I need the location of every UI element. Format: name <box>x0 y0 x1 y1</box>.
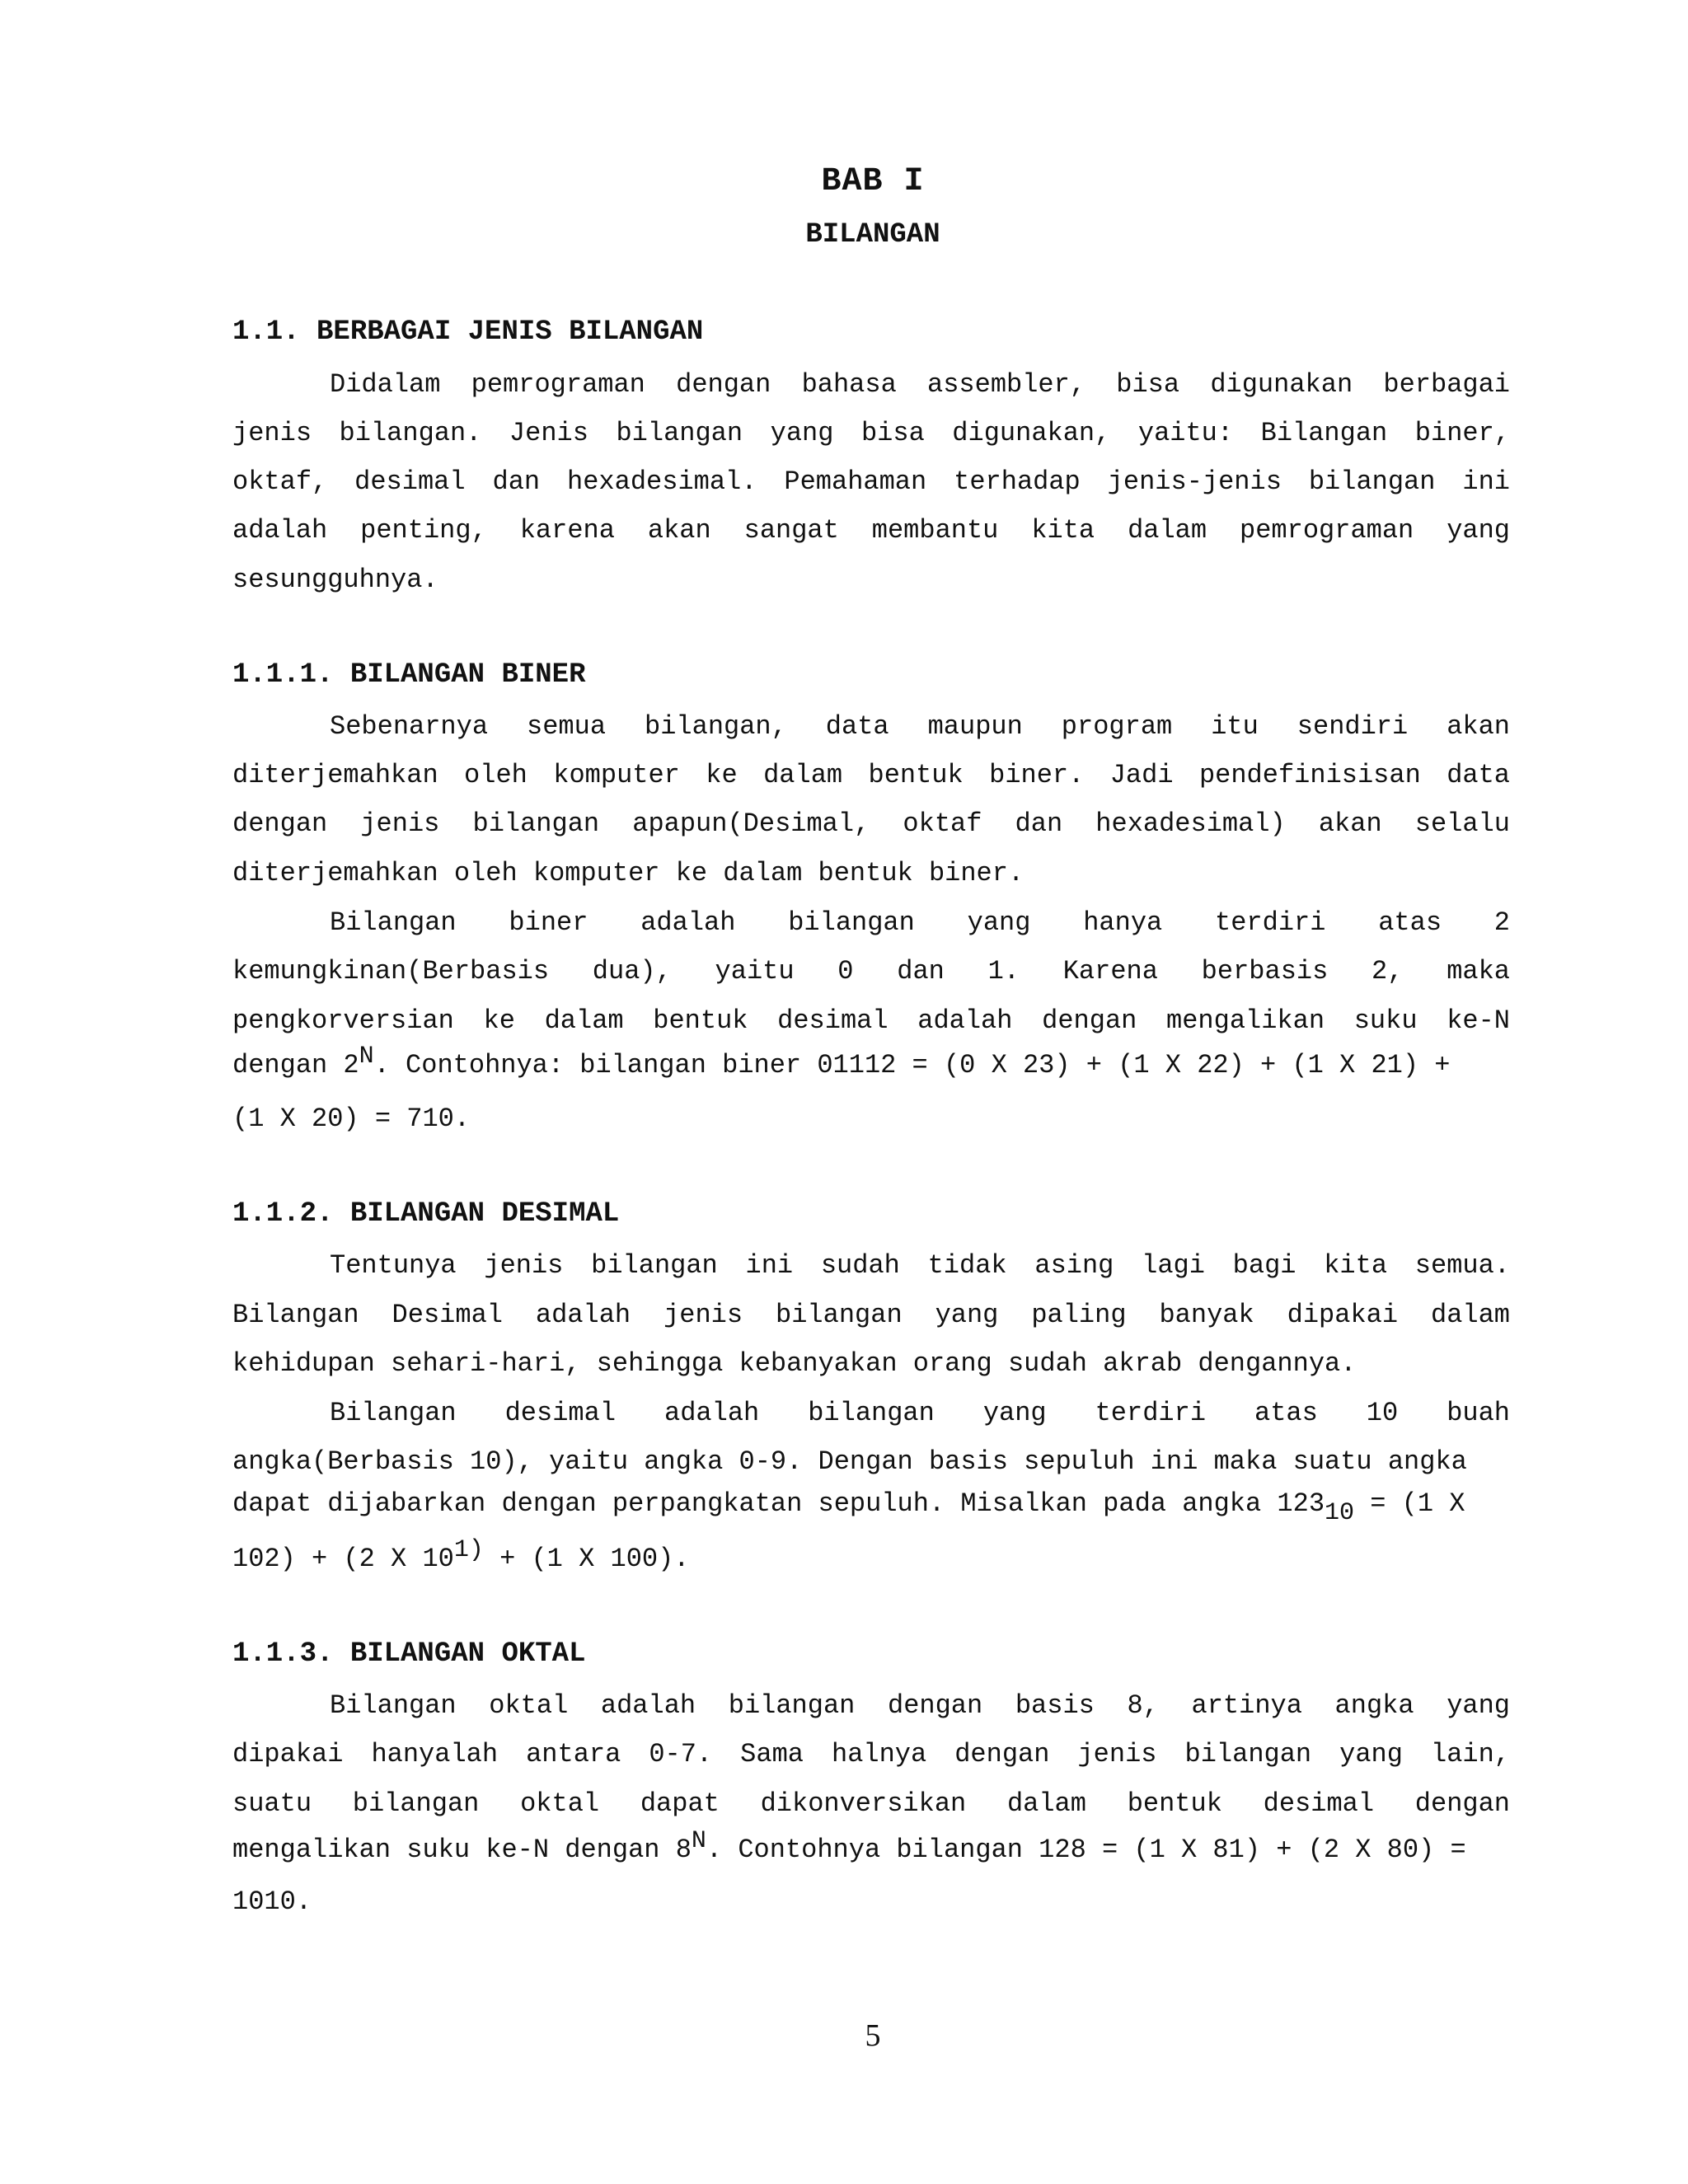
section-heading: 1.1.1. BILANGAN BINER <box>232 659 586 691</box>
paragraph-line: Bilangan oktal adalah bilangan dengan basis 8, artinya angka yang <box>330 1690 1510 1721</box>
text-run: dapat dijabarkan dengan perpangkatan sepuluh. Misalkan pada angka 123 <box>232 1488 1325 1519</box>
paragraph-line <box>232 1488 1510 1527</box>
text-run: = (1 X <box>1354 1488 1465 1519</box>
text-run: . Contohnya bilangan 128 = (1 X 81) + (2 X 80) = <box>706 1835 1466 1865</box>
chapter-subtitle: BILANGAN <box>805 219 940 251</box>
page-number: 5 <box>865 2018 881 2053</box>
paragraph-line <box>232 1043 1510 1083</box>
paragraph-line: oktaf, desimal dan hexadesimal. Pemahaman terhadap jenis-jenis bilangan ini <box>232 466 1510 497</box>
paragraph-line: Bilangan desimal adalah bilangan yang terdiri atas 10 buah <box>330 1398 1510 1428</box>
paragraph-line: jenis bilangan. Jenis bilangan yang bisa digunakan, yaitu: Bilangan biner, <box>232 418 1510 448</box>
paragraph-line: Bilangan Desimal adalah jenis bilangan yang paling banyak dipakai dalam <box>232 1300 1510 1330</box>
text-run: 102) + (2 X 10 <box>232 1544 454 1574</box>
paragraph-line: Didalam pemrograman dengan bahasa assembler, bisa digunakan berbagai <box>330 369 1510 400</box>
chapter-title: BAB I <box>821 163 925 200</box>
paragraph-line: dipakai hanyalah antara 0-7. Sama halnya dengan jenis bilangan yang lain, <box>232 1739 1510 1769</box>
superscript: N <box>691 1827 706 1855</box>
superscript: 1) <box>453 1536 484 1564</box>
paragraph-line: Tentunya jenis bilangan ini sudah tidak asing lagi bagi kita semua. <box>330 1250 1510 1281</box>
paragraph-line: diterjemahkan oleh komputer ke dalam bentuk biner. Jadi pendefinisisan data <box>232 760 1510 790</box>
subscript: 10 <box>1325 1499 1355 1527</box>
section-heading: 1.1.3. BILANGAN OKTAL <box>232 1638 586 1670</box>
paragraph-line: kemungkinan(Berbasis dua), yaitu 0 dan 1. Karena berbasis 2, maka <box>232 956 1510 987</box>
paragraph-line <box>232 1827 1510 1868</box>
superscript: N <box>359 1043 374 1071</box>
paragraph-line: dengan jenis bilangan apapun(Desimal, oktaf dan hexadesimal) akan selalu <box>232 808 1510 839</box>
paragraph-line: (1 X 20) = 710. <box>232 1104 471 1134</box>
paragraph-line: angka(Berbasis 10), yaitu angka 0-9. Dengan basis sepuluh ini maka suatu angka <box>232 1446 1467 1477</box>
section-heading: 1.1. BERBAGAI JENIS BILANGAN <box>232 316 704 348</box>
paragraph-line: Sebenarnya semua bilangan, data maupun program itu sendiri akan <box>330 711 1510 742</box>
section-heading: 1.1.2. BILANGAN DESIMAL <box>232 1198 620 1230</box>
paragraph-line: diterjemahkan oleh komputer ke dalam bentuk biner. <box>232 858 1025 888</box>
paragraph-line: Bilangan biner adalah bilangan yang hanya terdiri atas 2 <box>330 907 1510 938</box>
paragraph-line: sesungguhnya. <box>232 565 438 595</box>
text-run: dengan 2 <box>232 1050 359 1080</box>
text-run: mengalikan suku ke-N dengan 8 <box>232 1835 692 1865</box>
paragraph-line: suatu bilangan oktal dapat dikonversikan dalam bentuk desimal dengan <box>232 1788 1510 1819</box>
text-run: + (1 X 100). <box>483 1544 690 1574</box>
paragraph-line <box>232 1536 1510 1577</box>
paragraph-line: 1010. <box>232 1886 312 1917</box>
text-run: . Contohnya: bilangan biner 01112 = (0 X 23) + (1 X 22) + (1 X 21) + <box>373 1050 1451 1080</box>
paragraph-line: kehidupan sehari-hari, sehingga kebanyakan orang sudah akrab dengannya. <box>232 1348 1357 1379</box>
paragraph-line: adalah penting, karena akan sangat membantu kita dalam pemrograman yang <box>232 515 1510 546</box>
paragraph-line: pengkorversian ke dalam bentuk desimal adalah dengan mengalikan suku ke-N <box>232 1005 1510 1036</box>
